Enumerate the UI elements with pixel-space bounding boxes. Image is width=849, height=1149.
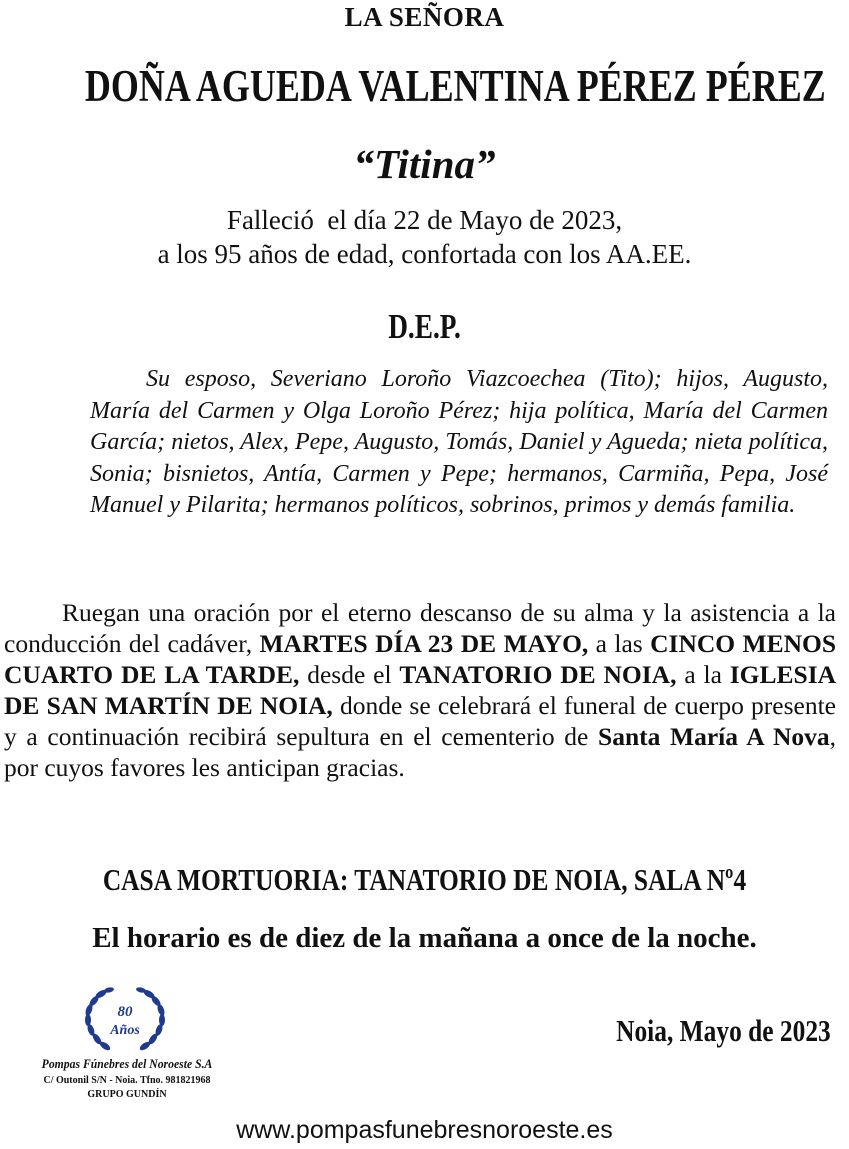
ceremony-text-4: a la [684,660,722,689]
company-group: GRUPO GUNDÍN [87,1089,167,1100]
deceased-name: DOÑA AGUEDA VALENTINA PÉREZ PÉREZ [84,61,826,111]
ceremony-paragraph [4,597,836,783]
company-name: Pompas Fúnebres del Noroeste S.A [41,1056,213,1071]
rip-abbreviation: D.E.P. [388,307,461,346]
visiting-hours: El horario es de diez de la mañana a once de la noche. [92,922,757,954]
company-logo-block [2,982,252,1112]
ceremony-text-6: , por cuyos favores les anticipan gracias. [4,722,837,782]
company-address: C/ Outonil S/N - Noia. Tfno. 981821968 [43,1075,211,1086]
website-link[interactable]: www.pompasfunebresnoroeste.es [236,1116,613,1144]
ceremony-church: IGLESIA DE SAN MARTÍN DE NOIA, [4,660,837,720]
family-text: Su esposo, Severiano Loroño Viazcoechea (Tito); hijos, Augusto, María del Carmen y Olga Loroño Pérez; hija política, María del Carmen García; nietos, Alex, Pepe, Augusto, Tomás, Daniel y Agueda; nieta política, Sonia; bisnietos, Antía, Carmen y Pepe; hermanos, Carmiña, Pepa, José Manuel y Pilarita; hermanos políticos, sobrinos, primos y demás familia. [90,366,828,518]
family-paragraph [90,364,828,522]
title-label: LA SEÑORA [344,2,505,32]
death-line-2: a los 95 años de edad, confortada con los AA.EE. [157,239,692,269]
death-line-1: Falleció el día 22 de Mayo de 2023, [226,205,623,235]
ceremony-date: MARTES DÍA 23 DE MAYO, [259,629,589,658]
ceremony-origin: TANATORIO DE NOIA, [399,660,677,689]
ceremony-text-1: Ruegan una oración por el eterno descanso de su alma y la asistencia a la conducción del cadáver, [4,598,836,658]
ceremony-cemetery: Santa María A Nova [598,722,830,751]
ceremony-text-5: donde se celebrará el funeral de cuerpo presente y a continuación recibirá sepultura en el cementerio de [4,691,836,751]
mortuary-line: CASA MORTUORIA: TANATORIO DE NOIA, SALA Nº4 [102,862,747,897]
death-info [0,203,849,271]
nickname: “Titina” [353,141,496,187]
ceremony-text-3: desde el [307,660,392,689]
logo-word: Años [110,1023,140,1038]
place-date: Noia, Mayo de 2023 [616,1013,831,1048]
ceremony-time: CINCO MENOS CUARTO DE LA TARDE, [4,629,837,689]
logo-number: 80 [117,1004,133,1020]
ceremony-text-2: a las [595,629,643,658]
laurel-wreath-icon [75,984,175,1056]
